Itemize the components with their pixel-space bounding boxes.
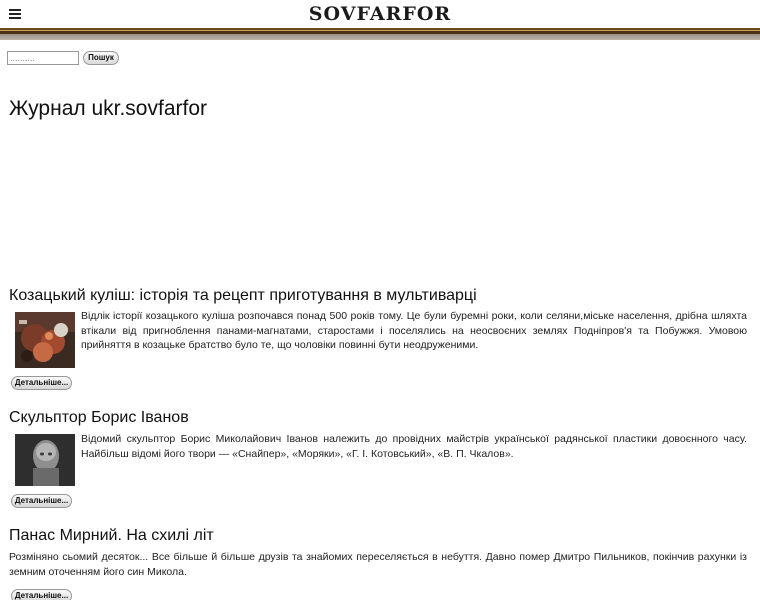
- read-more-button[interactable]: Детальніше...: [11, 494, 72, 508]
- article-thumbnail[interactable]: [15, 312, 75, 368]
- read-more-button[interactable]: Детальніше...: [11, 376, 72, 390]
- article-thumbnail[interactable]: [15, 434, 75, 486]
- top-bar: [0, 0, 760, 28]
- page-title: Журнал ukr.sovfarfor: [9, 97, 208, 120]
- header-stripe: [0, 28, 760, 40]
- article-title[interactable]: Козацький куліш: історія та рецепт приготування в мультиварці: [9, 287, 477, 304]
- article-title[interactable]: Скульптор Борис Іванов: [9, 409, 189, 426]
- article-title[interactable]: Панас Мирний. На схилі літ: [9, 527, 214, 544]
- search-button[interactable]: Пошук: [83, 51, 119, 65]
- site-logo[interactable]: SOVFARFOR: [308, 3, 452, 25]
- read-more-button[interactable]: Детальніше...: [11, 589, 72, 600]
- article-excerpt: Відомий скульптор Борис Миколайович Іванов належить до провідних майстрів української радянської пластики довоєнного часу. Найбільш відомі його твори — «Снайпер», «Моряки», «Г. І. Котовський», «В. П. Чкалов».: [81, 433, 747, 460]
- article-excerpt: Розміняно сьомий десяток... Все більше й більше друзів та знайомих переселяється в небуття. Давно помер Дмитро Пильников, покінчив рахунки із земним оточенням його син Микола.: [9, 551, 747, 578]
- article-excerpt: Відлік історії козацького куліша розпочався понад 500 років тому. Це були буремні роки, коли селяни,міське населення, дрібна шляхта втікали від пригноблення панами-магнатами, старостами і поселялись на неосвоєних землях Подніпров'я та Побужжя. Умовою прийняття в козацьке братство було те, що чоловіки повинні бути неодруженими.: [81, 310, 747, 351]
- search-input[interactable]: [7, 51, 79, 65]
